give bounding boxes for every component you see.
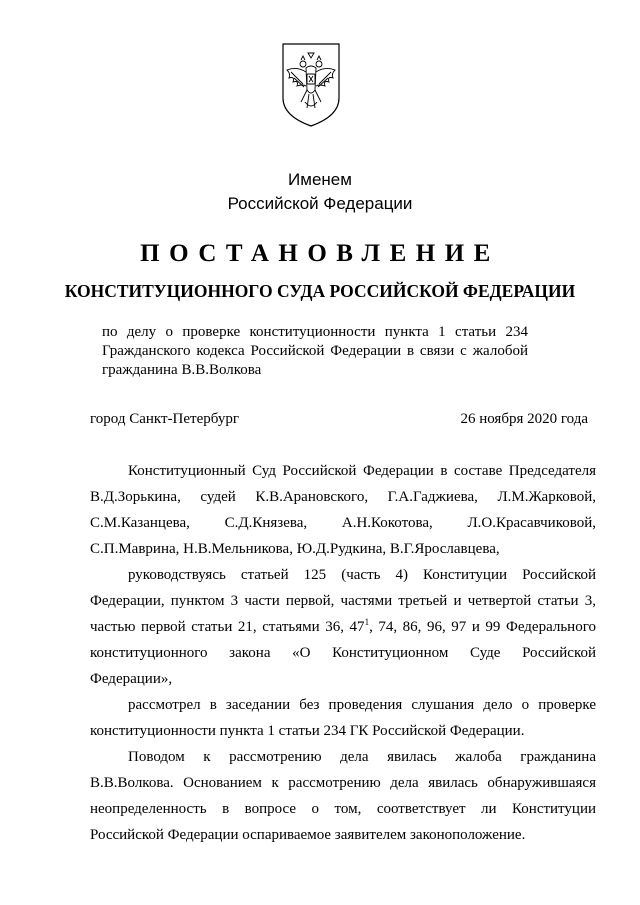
coat-of-arms-icon [279, 40, 343, 128]
text-line: В.В.Волкова. Основанием к рассмотрению дела явилась обнаружившаяся [90, 775, 596, 791]
paragraph-composition [90, 458, 596, 562]
text-line: Федерации», [90, 671, 173, 687]
text-fragment: частью первой статьи 21, статьями 36, 47 [90, 619, 365, 635]
header-line-1: Именем [288, 170, 352, 189]
text-line [90, 614, 596, 640]
court-name: КОНСТИТУЦИОННОГО СУДА РОССИЙСКОЙ ФЕДЕРАЦИИ [64, 281, 576, 301]
text-line: рассмотрел в заседании без проведения слушания дело о проверке [128, 697, 596, 713]
document-title: ПОСТАНОВЛЕНИЕ [140, 240, 500, 267]
place: город Санкт-Петербург [90, 411, 239, 427]
superscript: 1 [364, 617, 370, 627]
document-body [90, 458, 596, 848]
case-subject [102, 323, 528, 380]
text-line: Российской Федерации оспариваемое заявителем законоположение. [90, 827, 526, 843]
case-line: Гражданского кодекса Российской Федерации в связи с жалобой [102, 343, 528, 359]
text-line: конституционности пункта 1 статьи 234 ГК Российской Федерации. [90, 723, 525, 739]
text-line: конституционного закона «О Конституционном Суде Российской [90, 645, 596, 661]
text-line: Конституционный Суд Российской Федерации в составе Председателя [128, 463, 596, 479]
paragraph-considered [90, 692, 596, 744]
text-line: С.М.Казанцева, С.Д.Князева, А.Н.Кокотова, Л.О.Красавчиковой, [90, 515, 596, 531]
text-fragment: , 74, 86, 96, 97 и 99 Федерального [369, 619, 596, 635]
text-line: Поводом к рассмотрению дела явилась жалоба гражданина [128, 749, 596, 765]
paragraph-legal-basis [90, 562, 596, 692]
text-line: неопределенность в вопросе о том, соответствует ли Конституции [90, 801, 596, 817]
header-line-2: Российской Федерации [227, 194, 413, 213]
case-line: по делу о проверке конституционности пункта 1 статьи 234 [102, 324, 528, 340]
text-line: С.П.Маврина, Н.В.Мельникова, Ю.Д.Рудкина, В.Г.Ярославцева, [90, 541, 500, 557]
date: 26 ноября 2020 года [460, 411, 588, 427]
text-line: Федерации, пунктом 3 части первой, частями третьей и четвертой статьи 3, [90, 593, 596, 609]
case-line: гражданина В.В.Волкова [102, 362, 262, 378]
paragraph-reason [90, 744, 596, 848]
text-line: руководствуясь статьей 125 (часть 4) Конституции Российской [128, 567, 596, 583]
text-line: В.Д.Зорькина, судей К.В.Арановского, Г.А.Гаджиева, Л.М.Жарковой, [90, 489, 596, 505]
